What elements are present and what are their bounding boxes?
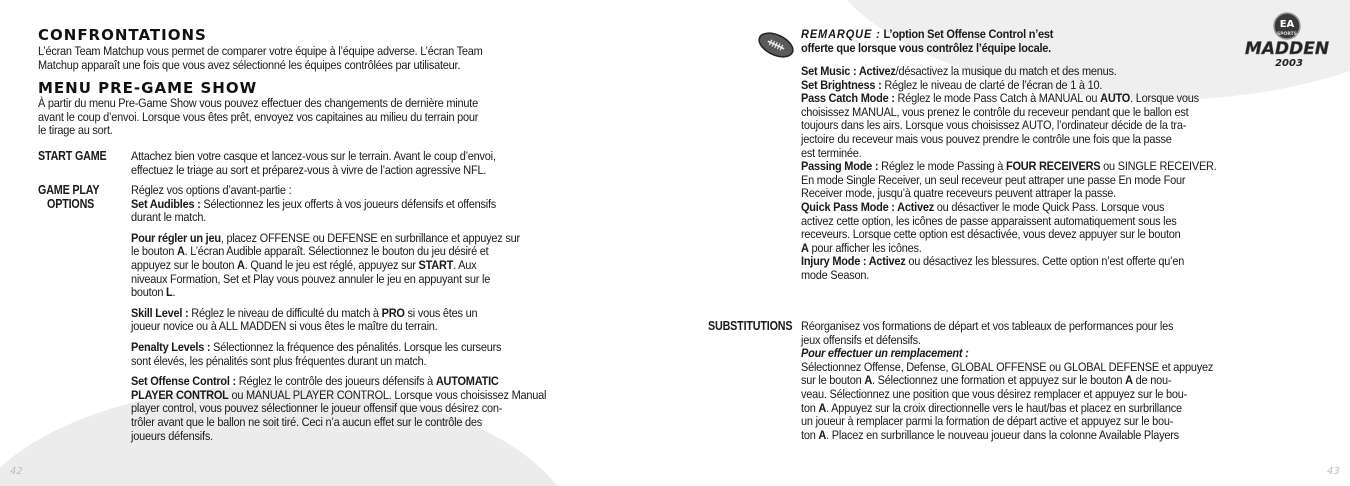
text-line: Matchup apparaît une fois que vous avez sélectionné les équipes contrôlées par utilisateur.: [38, 57, 461, 72]
text-line: L’écran Team Matchup vous permet de comparer votre équipe à l’équipe adverse. L’écran Team: [38, 44, 483, 58]
option-value: PRO: [381, 305, 405, 320]
text-line: [131, 341, 546, 355]
text-line: trôler avant que le ballon ne soit tiré. Ceci n’a aucun effet sur le contrôle des: [131, 414, 483, 429]
text-line: [131, 198, 546, 212]
option-value: PLAYER CONTROL: [131, 387, 229, 402]
option-label: Quick Pass Mode : Activez: [801, 199, 934, 214]
option-label: Skill Level :: [131, 305, 189, 320]
option-label: Set Audibles :: [131, 196, 201, 211]
text-line: [801, 42, 1053, 56]
text-line: joueur novice ou à ALL MADDEN si vous êtes le maître du terrain.: [131, 319, 438, 334]
page-number: 42: [10, 466, 23, 477]
option-value: AUTOMATIC: [435, 374, 499, 389]
button-glyph: L: [166, 285, 173, 300]
text-span: .: [172, 285, 176, 300]
option-label: Injury Mode : Activez: [801, 254, 906, 269]
text-line: avant le coup d’envoi. Lorsque vous êtes prêt, envoyez vos capitaines au milieu du terrain pour: [38, 109, 479, 124]
page-number: 43: [1327, 466, 1340, 477]
text-line: Réorganisez vos formations de départ et vos tableaux de performances pour les: [801, 319, 1174, 333]
text-span: . Aux: [453, 257, 477, 272]
text-span: ou MANUAL PLAYER CONTROL. Lorsque vous choisissez Manual: [228, 387, 547, 402]
text-span: . Lorsque vous: [1130, 91, 1199, 106]
option-value: FOUR RECEIVERS: [1005, 159, 1101, 174]
remark-note: [801, 28, 1053, 55]
text-span: le bouton: [131, 244, 177, 259]
button-glyph: A: [237, 257, 245, 272]
button-glyph: A: [1125, 373, 1133, 388]
text-line: jeux offensifs et défensifs.: [801, 332, 921, 347]
option-label: Set Music : Activez: [801, 64, 896, 78]
options-list: [801, 65, 1217, 283]
subheading: Pour effectuer un remplacement :: [801, 346, 969, 361]
text-line: [801, 201, 1217, 215]
text-line: le tirage au sort.: [38, 123, 113, 138]
text-line: mode Season.: [801, 267, 870, 282]
text-line: [131, 307, 546, 321]
text-line: toujours dans les airs. Lorsque vous choisissez AUTO, l’ordinateur décide de la tra-: [801, 118, 1187, 133]
madden-year: 2003: [1275, 58, 1303, 69]
text-span: . Sélectionnez une formation et appuyez sur le bouton: [872, 373, 1126, 388]
substitutions-definition: [801, 320, 1213, 442]
text-line: [131, 245, 546, 259]
text-line: est terminée.: [801, 145, 862, 160]
option-label: Penalty Levels :: [131, 339, 211, 354]
text-line: [131, 259, 546, 273]
pregame-paragraph: [38, 97, 478, 138]
right-page: [675, 0, 1350, 486]
text-span: . Appuyez sur la croix directionnelle vers le haut/bas et placez en surbrillance: [826, 400, 1182, 415]
text-line: un joueur à remplacer parmi la formation de départ active et appuyez sur le bou-: [801, 414, 1174, 429]
text-line: [801, 65, 1217, 79]
option-label: Set Brightness :: [801, 77, 882, 92]
term-options: OPTIONS: [47, 197, 95, 211]
text-span: , placez OFFENSE ou DEFENSE en surbrillance et appuyez sur: [220, 230, 520, 245]
text-line: [801, 242, 1217, 256]
text-line: [131, 375, 546, 389]
text-span: pour afficher les icônes.: [808, 240, 922, 255]
text-line: [801, 402, 1213, 416]
text-span: ou désactiver le mode Quick Pass. Lorsque vous: [933, 199, 1165, 214]
text-span: offerte que lorsque vous contrôlez l’équipe locale.: [801, 40, 1052, 55]
text-span: bouton: [131, 285, 167, 300]
text-span: ton: [801, 427, 819, 442]
text-span: ou désactivez les blessures. Cette option n’est offerte qu’en: [905, 254, 1185, 269]
section-heading-pregame: MENU PRE-GAME SHOW: [38, 79, 258, 97]
text-line: [801, 28, 1053, 42]
text-span: si vous êtes un: [404, 305, 478, 320]
football-icon: [756, 30, 796, 60]
madden-2003-logo: [1237, 10, 1337, 72]
text-span: appuyez sur le bouton: [131, 257, 238, 272]
text-line: activez cette option, les icônes de passe apparaissent automatiquement sous les: [801, 213, 1177, 228]
text-line: Attachez bien votre casque et lancez-vous sur le terrain. Avant le coup d’envoi,: [131, 149, 496, 163]
text-span: Réglez le contrôle des joueurs défensifs à: [238, 374, 436, 389]
term-start-game: START GAME: [38, 149, 107, 163]
text-span: Réglez le mode Pass Catch à MANUAL ou: [894, 91, 1101, 106]
text-span: Réglez le niveau de difficulté du match à: [191, 305, 382, 320]
madden-title: MADDEN: [1244, 39, 1330, 59]
text-line: [131, 232, 546, 246]
text-line: [131, 286, 546, 300]
text-span: Réglez le niveau de clarté de l’écran de 1 à 10.: [881, 77, 1103, 92]
button-glyph: A: [176, 244, 185, 259]
remark-label: REMARQUE :: [801, 27, 881, 41]
term-substitutions: SUBSTITUTIONS: [708, 319, 793, 333]
text-line: veau. Sélectionnez une position que vous désirez remplacer et appuyez sur le bou-: [801, 386, 1188, 401]
option-label: Set Offense Control :: [131, 374, 236, 389]
text-line: [801, 255, 1217, 269]
text-line: niveaux Formation, Set et Play vous pouvez annuler le jeu en appuyant sur le: [131, 271, 491, 286]
confrontations-paragraph: [38, 45, 483, 72]
text-line: En mode Single Receiver, un seul receveur peut attraper une passe En mode Four: [801, 172, 1186, 187]
option-value: AUTO: [1100, 91, 1131, 106]
game-play-options-definition: [131, 184, 546, 443]
text-span: . Quand le jeu est réglé, appuyez sur: [244, 257, 419, 272]
section-heading-confrontations: CONFRONTATIONS: [38, 26, 207, 44]
text-line: Receiver mode, jusqu’à quatre receveurs peuvent attraper la passe.: [801, 186, 1117, 201]
text-line: [801, 79, 1217, 93]
text-line: jectoire du receveur mais vous pouvez prendre le contrôle une fois que la passe: [801, 131, 1172, 146]
button-glyph: START: [418, 257, 454, 272]
text-line: [801, 160, 1217, 174]
text-span: /désactivez la musique du match et des menus.: [895, 64, 1117, 78]
button-glyph: A: [818, 400, 827, 415]
text-line: [801, 374, 1213, 388]
text-line: sont élevés, les pénalités sont plus fréquentes durant un match.: [131, 353, 427, 368]
text-line: receveurs. Lorsque cette option est désactivée, vous devez appuyer sur le bouton: [801, 227, 1181, 242]
text-line: Réglez vos options d’avant-partie :: [131, 183, 292, 197]
text-span: ou SINGLE RECEIVER.: [1100, 159, 1217, 174]
text-span: . Placez en surbrillance le nouveau joueur dans la colonne Available Players: [826, 427, 1179, 442]
text-span: de nou-: [1132, 373, 1172, 388]
option-label: Pass Catch Mode :: [801, 91, 895, 106]
text-line: [801, 429, 1213, 443]
ea-text: EA: [1279, 19, 1295, 30]
text-span: L’option Set Offense Control n’est: [880, 27, 1054, 41]
text-line: effectuez le triage au sort et préparez-vous à vivre de l’action agressive NFL.: [131, 162, 487, 177]
text-span: sur le bouton: [801, 373, 865, 388]
text-line: player control, vous pouvez sélectionner le joueur offensif que vous désirez con-: [131, 401, 503, 416]
text-span: ton: [801, 400, 819, 415]
text-line: [801, 92, 1217, 106]
button-glyph: A: [818, 427, 827, 442]
text-line: À partir du menu Pre-Game Show vous pouvez effectuer des changements de dernière minute: [38, 96, 478, 110]
text-line: durant le match.: [131, 210, 207, 225]
text-line: joueurs défensifs.: [131, 428, 213, 443]
text-line: choisissez MANUAL, vous prenez le contrôle du receveur pendant que le ballon est: [801, 104, 1189, 119]
text-span: Sélectionnez les jeux offerts à vos joueurs défensifs et offensifs: [203, 196, 497, 211]
term-game-play: GAME PLAY: [38, 183, 100, 197]
option-label: Passing Mode :: [801, 159, 879, 174]
option-label: Pour régler un jeu: [131, 230, 221, 245]
start-game-definition: [131, 150, 496, 177]
button-glyph: A: [801, 240, 809, 255]
button-glyph: A: [864, 373, 873, 388]
text-span: Sélectionnez la fréquence des pénalités. Lorsque les curseurs: [213, 339, 502, 354]
text-line: Sélectionnez Offense, Defense, GLOBAL OFFENSE ou GLOBAL DEFENSE et appuyez: [801, 359, 1214, 374]
text-span: Réglez le mode Passing à: [878, 159, 1006, 174]
sports-text: SPORTS: [1277, 32, 1297, 37]
text-line: [131, 389, 546, 403]
text-span: . L’écran Audible apparaît. Sélectionnez le bouton du jeu désiré et: [184, 244, 489, 259]
